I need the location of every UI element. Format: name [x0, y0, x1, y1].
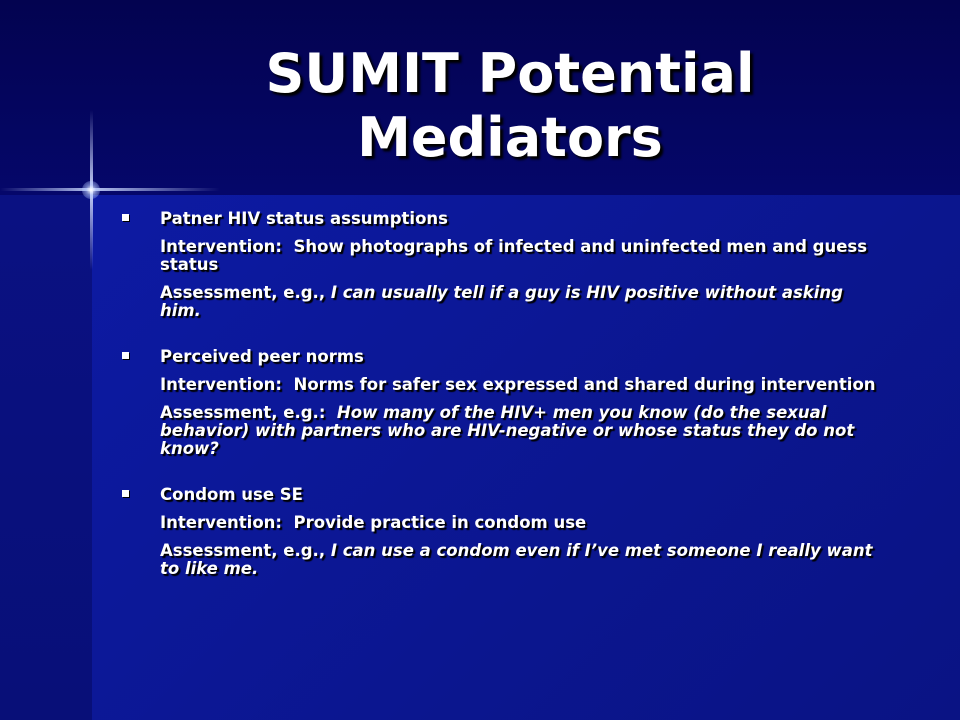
mediator-heading-text: Perceived peer norms: [160, 347, 364, 366]
mediator-heading-text: Condom use SE: [160, 485, 303, 504]
assessment-line: [110, 404, 880, 458]
assessment-label: Assessment, e.g.,: [160, 283, 326, 302]
intervention-label: Intervention:: [160, 237, 283, 256]
slide-title: [170, 42, 850, 170]
intervention-label: Intervention:: [160, 375, 283, 394]
slide-content: [110, 210, 880, 606]
mediator-heading-text: Patner HIV status assumptions: [160, 209, 448, 228]
intervention-text: Provide practice in condom use: [293, 513, 587, 532]
assessment-label: Assessment, e.g.:: [160, 403, 326, 422]
intervention-text: Norms for safer sex expressed and shared during intervention: [293, 375, 876, 394]
mediator-item: [110, 486, 880, 578]
mediator-heading: [110, 486, 880, 504]
assessment-text: I can use a condom even if I’ve met someone I really want to like me.: [160, 541, 873, 578]
left-strip: [0, 195, 92, 720]
intervention-text: Show photographs of infected and uninfected men and guess status: [160, 237, 868, 274]
assessment-label: Assessment, e.g.,: [160, 541, 326, 560]
slide-title-line-2: Mediators: [357, 106, 663, 169]
assessment-line: [110, 284, 880, 320]
mediator-heading: [110, 210, 880, 228]
assessment-text: I can usually tell if a guy is HIV positive without asking him.: [160, 283, 843, 320]
mediator-heading: [110, 348, 880, 366]
light-flare-horizontal: [0, 188, 220, 191]
slide-title-line-1: SUMIT Potential: [265, 42, 755, 105]
intervention-line: [110, 514, 880, 532]
light-flare-core: [82, 181, 100, 199]
intervention-line: [110, 376, 880, 394]
mediator-item: [110, 348, 880, 458]
assessment-line: [110, 542, 880, 578]
intervention-label: Intervention:: [160, 513, 283, 532]
intervention-line: [110, 238, 880, 274]
mediator-item: [110, 210, 880, 320]
assessment-text: How many of the HIV+ men you know (do the sexual behavior) with partners who are HIV-negative or whose status they do not know?: [160, 403, 855, 458]
